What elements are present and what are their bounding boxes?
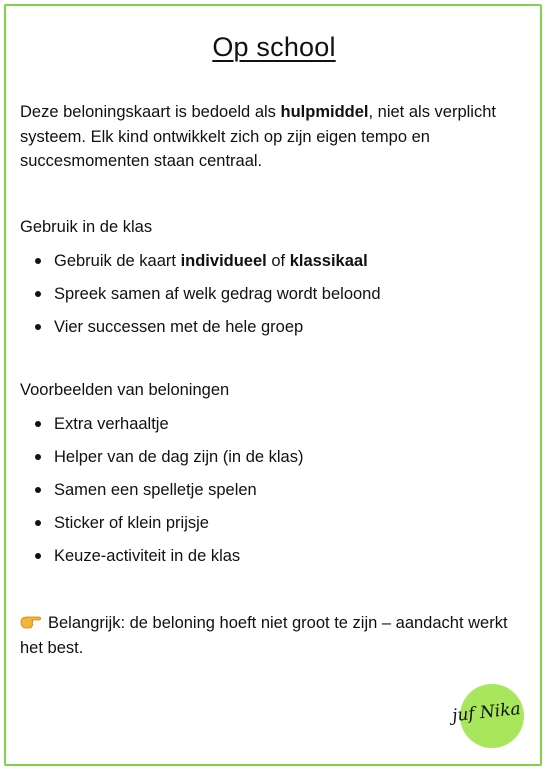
example-item-text: Samen een spelletje spelen [54, 481, 257, 499]
list-item [0, 317, 381, 350]
intro-paragraph [20, 100, 525, 174]
bullet-icon [35, 258, 41, 264]
example-item-text: Extra verhaaltje [54, 415, 169, 433]
usage-item-1-connector: of [266, 252, 290, 270]
bullet-icon [35, 487, 41, 493]
list-item [0, 546, 303, 579]
page-title: Op school [212, 32, 336, 62]
bullet-icon [35, 324, 41, 330]
pointing-hand-icon [20, 613, 42, 631]
bullet-icon [35, 454, 41, 460]
bullet-icon [35, 520, 41, 526]
usage-item-1-bold-individual: individueel [180, 252, 267, 270]
list-item [0, 251, 381, 284]
intro-bold-word: hulpmiddel [280, 103, 369, 121]
important-note [20, 611, 525, 661]
list-item [0, 284, 381, 317]
usage-item-3-text: Vier successen met de hele groep [54, 318, 304, 336]
list-item [0, 513, 303, 546]
list-item [0, 447, 303, 480]
intro-text-end: , niet als verplicht systeem. Elk kind ontwikkelt zich op zijn eigen tempo en succesmomenten staan centraal. [20, 103, 496, 170]
logo-text: juf Nika [451, 699, 522, 727]
bullet-icon [35, 421, 41, 427]
intro-text-start: Deze beloningskaart is bedoeld als [20, 103, 281, 121]
bullet-icon [35, 291, 41, 297]
examples-list [0, 414, 303, 579]
example-item-text: Helper van de dag zijn (in de klas) [54, 448, 304, 466]
usage-item-1-text: Gebruik de kaart [54, 252, 181, 270]
bullet-icon [35, 553, 41, 559]
usage-item-1-bold-class: klassikaal [289, 252, 368, 270]
logo [452, 684, 524, 748]
list-item [0, 480, 303, 513]
usage-item-2-text: Spreek samen af welk gedrag wordt beloond [54, 285, 381, 303]
list-item [0, 414, 303, 447]
example-item-text: Keuze-activiteit in de klas [54, 547, 241, 565]
usage-heading: Gebruik in de klas [20, 218, 153, 236]
example-item-text: Sticker of klein prijsje [54, 514, 209, 532]
note-text: Belangrijk: de beloning hoeft niet groot te zijn – aandacht werkt het best. [20, 614, 508, 657]
usage-list [0, 251, 381, 350]
examples-heading: Voorbeelden van beloningen [20, 381, 230, 399]
